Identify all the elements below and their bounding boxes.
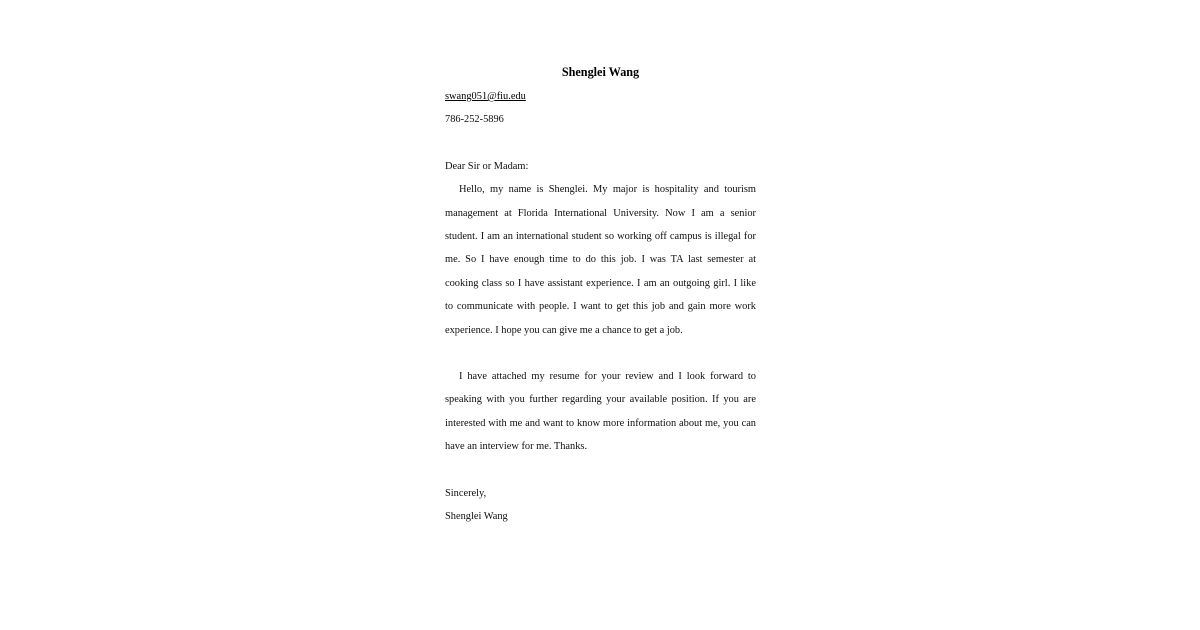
salutation: Dear Sir or Madam: bbox=[445, 160, 529, 172]
cover-letter bbox=[445, 60, 756, 529]
body-paragraph-1: Hello, my name is Shenglei. My major is hospitality and tourism management at Florida International University. Now I am a senior student. I am an international student so working off campus is illegal for me. So I have enough time to do this job. I was TA last semester at cooking class so I have assistant experience. I am an outgoing girl. I like to communicate with people. I want to get this job and gain more work experience. I hope you can give me a chance to get a job. bbox=[445, 184, 756, 336]
closing: Sincerely, bbox=[445, 487, 487, 499]
spacer bbox=[445, 132, 756, 155]
email-link[interactable]: swang051@fiu.edu bbox=[445, 91, 526, 102]
signature: Shenglei Wang bbox=[445, 511, 508, 523]
body-paragraph-2: I have attached my resume for your review and I look forward to speaking with you further regarding your available position. If you are interested with me and want to know more information about me, you can have an interview for me. Thanks. bbox=[445, 371, 756, 453]
phone-number: 786-252-5896 bbox=[445, 114, 504, 126]
spacer bbox=[445, 459, 756, 482]
spacer bbox=[445, 342, 756, 365]
sender-name-heading: Shenglei Wang bbox=[561, 65, 640, 79]
